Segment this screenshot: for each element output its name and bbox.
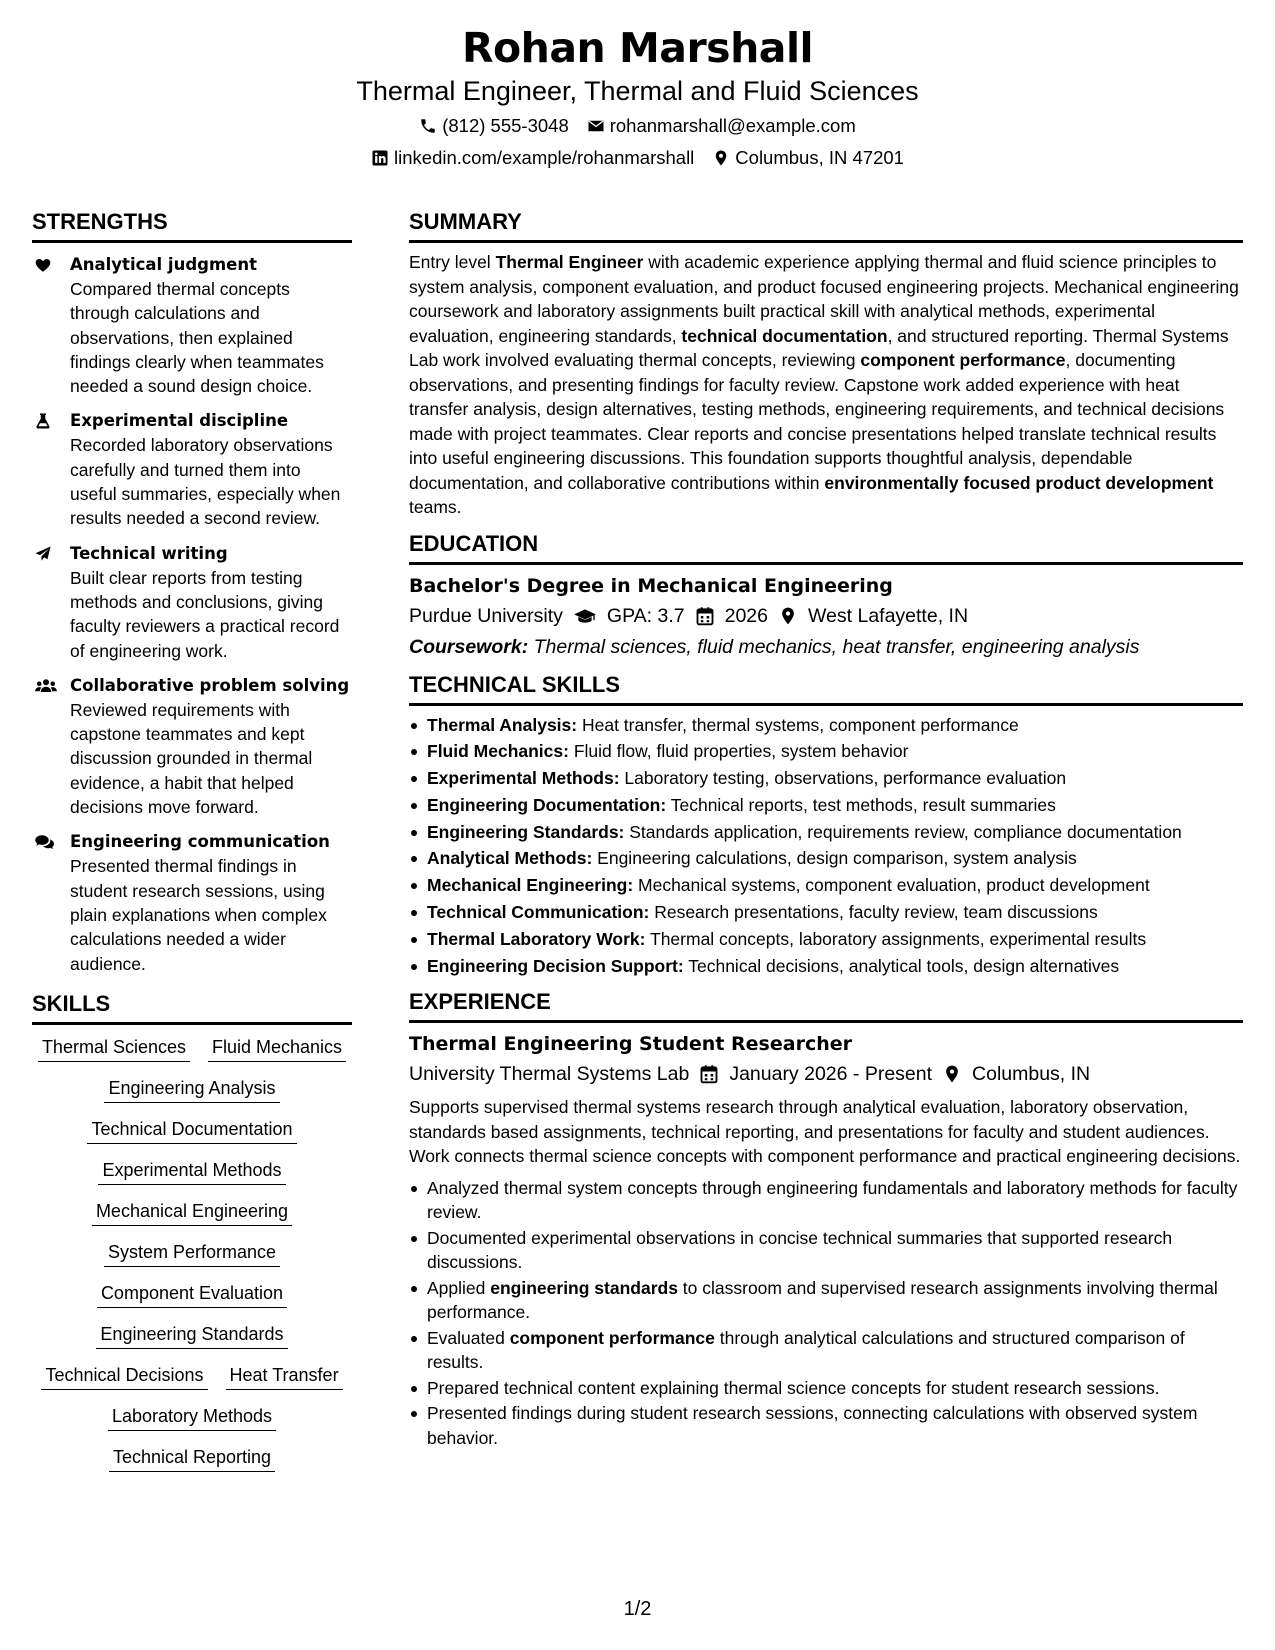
- left-column: [32, 208, 352, 1472]
- strengths-heading: STRENGTHS: [32, 208, 352, 243]
- list-item: Engineering Standards: Standards application, requirements review, compliance documentation: [409, 820, 1243, 845]
- list-item: Technical Communication: Research presentations, faculty review, team discussions: [409, 900, 1243, 925]
- experience-section: [409, 988, 1243, 1450]
- right-column: [409, 208, 1243, 1451]
- strength-item: [32, 674, 352, 819]
- contact-row-2: [0, 146, 1275, 170]
- skill-chip: Technical Documentation: [87, 1117, 296, 1144]
- strength-desc: Presented thermal findings in student research sessions, using plain explanations when complex calculations needed a wider audience.: [70, 856, 327, 974]
- strengths-list: [32, 253, 352, 976]
- job-location: Columbus, IN: [972, 1063, 1091, 1086]
- technical-skills-list: [409, 713, 1243, 979]
- skill-chip: Laboratory Methods: [108, 1404, 276, 1431]
- envelope-icon: [587, 117, 605, 135]
- email-text[interactable]: rohanmarshall@example.com: [609, 115, 856, 136]
- paper-plane-icon: [34, 545, 52, 563]
- experience-bullets: [409, 1176, 1243, 1451]
- flask-icon: [34, 412, 52, 430]
- skills-section: [32, 990, 352, 1472]
- technical-skills-heading: TECHNICAL SKILLS: [409, 671, 1243, 706]
- contact-phone: [419, 114, 569, 138]
- education-section: [409, 530, 1243, 661]
- map-marker-icon: [712, 149, 730, 167]
- skill-chip: System Performance: [104, 1240, 280, 1267]
- list-item: Engineering Documentation: Technical reports, test methods, result summaries: [409, 793, 1243, 818]
- contact-row-1: [0, 114, 1275, 138]
- job-description: Supports supervised thermal systems research through analytical evaluation, laboratory observation, standards based assignments, technical reporting, and presentations for faculty and student audiences. Work connects thermal science concepts with component performance and practical engineering decisions.: [409, 1097, 1241, 1167]
- experience-heading: EXPERIENCE: [409, 988, 1243, 1023]
- strength-title: Collaborative problem solving: [70, 675, 350, 695]
- skill-chip: Heat Transfer: [226, 1363, 343, 1390]
- list-item: Thermal Laboratory Work: Thermal concepts, laboratory assignments, experimental results: [409, 927, 1243, 952]
- contact-location: [712, 146, 904, 170]
- map-marker-icon: [778, 606, 798, 626]
- strength-title: Technical writing: [70, 543, 228, 563]
- strength-desc: Built clear reports from testing methods and conclusions, giving faculty reviewers a practical record of engineering work.: [70, 567, 340, 661]
- technical-skills-section: [409, 671, 1243, 979]
- strength-title: Experimental discipline: [70, 411, 289, 431]
- strength-item: [32, 542, 352, 663]
- list-item: Analytical Methods: Engineering calculations, design comparison, system analysis: [409, 846, 1243, 871]
- calendar-icon: [699, 1064, 719, 1084]
- strength-item: [32, 409, 352, 530]
- skill-chip: Experimental Methods: [98, 1158, 285, 1185]
- users-icon: [34, 677, 58, 695]
- strength-desc: Reviewed requirements with capstone teammates and kept discussion grounded in thermal evidence, a habit that helped decisions move forward.: [70, 699, 313, 818]
- skill-chip: Mechanical Engineering: [92, 1199, 292, 1226]
- summary-heading: SUMMARY: [409, 208, 1243, 243]
- summary-section: [409, 208, 1243, 520]
- list-item: Prepared technical content explaining thermal science concepts for student research sessions.: [409, 1376, 1243, 1401]
- calendar-icon: [695, 606, 715, 626]
- education-heading: EDUCATION: [409, 530, 1243, 565]
- list-item: Engineering Decision Support: Technical decisions, analytical tools, design alternatives: [409, 954, 1243, 979]
- school-name: Purdue University: [409, 604, 563, 627]
- linkedin-text[interactable]: linkedin.com/example/rohanmarshall: [394, 147, 695, 168]
- job-org: University Thermal Systems Lab: [409, 1063, 690, 1086]
- list-item: Analyzed thermal system concepts through engineering fundamentals and laboratory methods for faculty review.: [409, 1176, 1243, 1225]
- location-text: Columbus, IN 47201: [735, 147, 904, 168]
- skill-chip: Engineering Analysis: [104, 1076, 279, 1103]
- skill-chip: Thermal Sciences: [38, 1035, 190, 1062]
- summary-text: Entry level Thermal Engineer with academic experience applying thermal and fluid science principles to system analysis, component evaluation, and product focused engineering projects. Mechanical engineering coursework and laboratory assignments built practical skill with analytical methods, experimental evaluation, engineering standards, technical documentation, and structured reporting. Thermal Systems Lab work involved evaluating thermal concepts, reviewing component performance, documenting observations, and presenting findings for faculty review. Capstone work added experience with heat transfer analysis, design alternatives, testing methods, engineering requirements, and technical decisions made with project teammates. Clear reports and concise presentations helped translate technical results into useful engineering discussions. This foundation supports thoughtful analysis, dependable documentation, and collaborative contributions within environmentally focused product development teams.: [409, 252, 1239, 517]
- skill-chip: Component Evaluation: [97, 1281, 287, 1308]
- phone-text: (812) 555-3048: [442, 115, 569, 136]
- school-location: West Lafayette, IN: [807, 604, 969, 627]
- education-meta: [409, 602, 1243, 630]
- skill-chip: Fluid Mechanics: [208, 1035, 346, 1062]
- resume-header: [0, 22, 1275, 170]
- page-number: 1/2: [623, 1598, 652, 1620]
- strength-desc: Compared thermal concepts through calculations and observations, then explained findings clearly when teammates needed a sound design choice.: [70, 279, 324, 397]
- graduation-cap-icon: [573, 606, 597, 626]
- list-item: Mechanical Engineering: Mechanical systems, component evaluation, product development: [409, 873, 1243, 898]
- skill-chip: Engineering Standards: [96, 1322, 287, 1349]
- skill-chip: Technical Decisions: [41, 1363, 207, 1390]
- candidate-name: Rohan Marshall: [461, 24, 814, 72]
- contact-linkedin[interactable]: [371, 146, 694, 170]
- coursework-label: Coursework:: [409, 635, 529, 658]
- list-item: Fluid Mechanics: Fluid flow, fluid properties, system behavior: [409, 739, 1243, 764]
- candidate-title: Thermal Engineer, Thermal and Fluid Sciences: [356, 76, 919, 106]
- coursework: [409, 633, 1243, 661]
- strength-item: [32, 830, 352, 975]
- skills-list: [32, 1035, 352, 1472]
- job-dates: January 2026 - Present: [729, 1063, 933, 1086]
- list-item: Evaluated component performance through analytical calculations and structured comparison of results.: [409, 1326, 1243, 1375]
- list-item: Presented findings during student research sessions, connecting calculations with observed system behavior.: [409, 1401, 1243, 1450]
- coursework-text: Thermal sciences, fluid mechanics, heat transfer, engineering analysis: [528, 635, 1140, 658]
- job-meta: [409, 1060, 1243, 1088]
- list-item: Experimental Methods: Laboratory testing, observations, performance evaluation: [409, 766, 1243, 791]
- skills-heading: SKILLS: [32, 990, 352, 1025]
- contact-email[interactable]: [587, 114, 856, 138]
- strength-title: Analytical judgment: [70, 255, 257, 274]
- graduation-year: 2026: [724, 604, 768, 627]
- list-item: Thermal Analysis: Heat transfer, thermal systems, component performance: [409, 713, 1243, 738]
- comments-icon: [34, 833, 56, 851]
- linkedin-icon: [371, 149, 389, 167]
- strength-item: [32, 253, 352, 398]
- list-item: Applied engineering standards to classroom and supervised research assignments involving thermal performance.: [409, 1276, 1243, 1325]
- degree-title: Bachelor's Degree in Mechanical Engineering: [409, 574, 893, 597]
- strength-desc: Recorded laboratory observations carefully and turned them into useful summaries, especially when results needed a second review.: [70, 435, 341, 529]
- heart-icon: [34, 256, 52, 274]
- strength-title: Engineering communication: [70, 832, 330, 852]
- skill-chip: Technical Reporting: [109, 1445, 275, 1472]
- phone-icon: [419, 117, 437, 135]
- job-title: Thermal Engineering Student Researcher: [409, 1033, 852, 1056]
- map-marker-icon: [942, 1064, 962, 1084]
- list-item: Documented experimental observations in concise technical summaries that supported research discussions.: [409, 1226, 1243, 1275]
- gpa-text: GPA: 3.7: [606, 604, 685, 627]
